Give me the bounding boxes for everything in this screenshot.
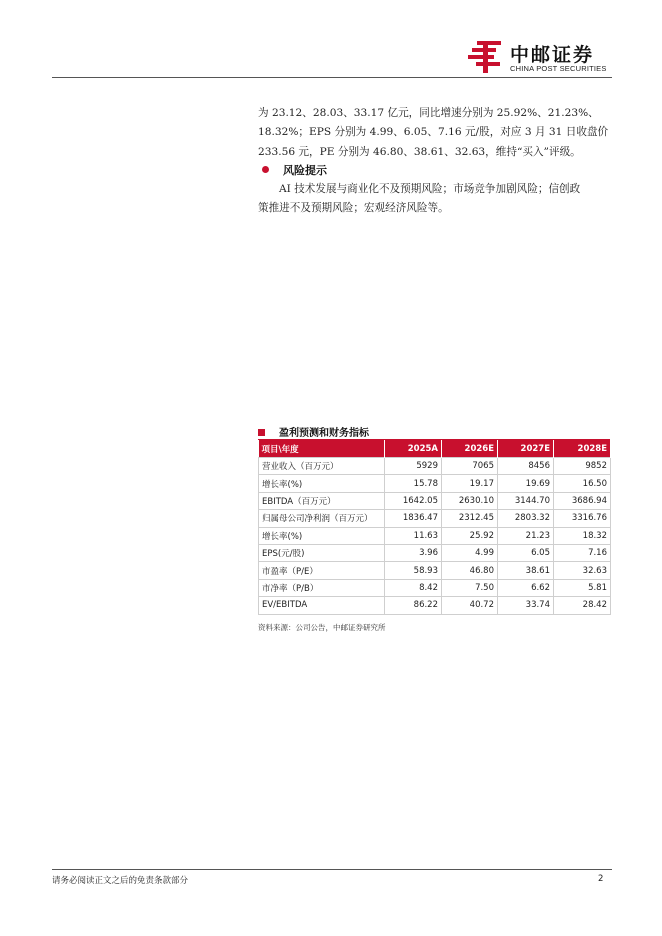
row-label-cell: 市盈率（P/E） — [259, 562, 385, 579]
summary-line: 233.56 元，PE 分别为 46.80、38.61、32.63，维持“买入”评级。 — [258, 145, 581, 158]
summary-line: 18.32%；EPS 分别为 4.99、6.05、7.16 元/股，对应 3 月 31 日收盘价 — [258, 126, 609, 139]
header-cell: 2026E — [442, 440, 498, 458]
row-label-cell: 市净率（P/B） — [259, 579, 385, 596]
value-cell: 3686.94 — [554, 492, 611, 509]
header-cell: 2027E — [498, 440, 554, 458]
value-cell: 3.96 — [385, 544, 442, 561]
value-cell: 19.17 — [442, 475, 498, 492]
row-label-cell: EPS(元/股) — [259, 544, 385, 561]
table-row — [259, 544, 611, 561]
footer-divider — [52, 869, 612, 870]
table-row — [259, 562, 611, 579]
table-row — [259, 492, 611, 509]
row-label-cell: 归属母公司净利润（百万元） — [259, 510, 385, 527]
table-row — [259, 475, 611, 492]
value-cell: 38.61 — [498, 562, 554, 579]
table-row — [259, 579, 611, 596]
value-cell: 7.16 — [554, 544, 611, 561]
risk-paragraph — [258, 180, 610, 219]
financial-forecast-table — [258, 440, 611, 615]
logo-text-en: CHINA POST SECURITIES — [510, 64, 607, 73]
value-cell: 6.62 — [498, 579, 554, 596]
value-cell: 8.42 — [385, 579, 442, 596]
value-cell: 2803.32 — [498, 510, 554, 527]
value-cell: 1836.47 — [385, 510, 442, 527]
risk-line: 策推进不及预期风险；宏观经济风险等。 — [258, 202, 449, 215]
square-bullet-icon — [258, 429, 265, 436]
value-cell: 15.78 — [385, 475, 442, 492]
value-cell: 2630.10 — [442, 492, 498, 509]
table-header-row — [259, 440, 611, 458]
company-logo — [468, 37, 618, 75]
value-cell: 8456 — [498, 458, 554, 475]
header-cell: 项目\年度 — [259, 440, 385, 458]
risk-line: AI 技术发展与商业化不及预期风险；市场竞争加剧风险；信创政 — [279, 183, 581, 195]
value-cell: 6.05 — [498, 544, 554, 561]
value-cell: 7065 — [442, 458, 498, 475]
row-label-cell: 增长率(%) — [259, 527, 385, 544]
value-cell: 19.69 — [498, 475, 554, 492]
footer-disclaimer: 请务必阅读正文之后的免责条款部分 — [52, 876, 189, 886]
header-cell: 2028E — [554, 440, 611, 458]
value-cell: 1642.05 — [385, 492, 442, 509]
row-label-cell: 增长率(%) — [259, 475, 385, 492]
value-cell: 86.22 — [385, 597, 442, 614]
value-cell: 3144.70 — [498, 492, 554, 509]
table-source-note: 资料来源：公司公告，中邮证券研究所 — [258, 623, 386, 632]
value-cell: 7.50 — [442, 579, 498, 596]
table-title-text: 盈利预测和财务指标 — [279, 428, 369, 439]
summary-line: 为 23.12、28.03、33.17 亿元，同比增速分别为 25.92%、21.23%、 — [258, 107, 599, 119]
value-cell: 58.93 — [385, 562, 442, 579]
forecast-summary-paragraph — [258, 104, 610, 162]
page-number: 2 — [598, 874, 604, 884]
header-cell: 2025A — [385, 440, 442, 458]
value-cell: 3316.76 — [554, 510, 611, 527]
bullet-dot-icon — [262, 166, 269, 173]
logo-text-cn: 中邮证券 — [510, 44, 595, 66]
risk-heading — [262, 162, 327, 178]
table-row — [259, 527, 611, 544]
value-cell: 18.32 — [554, 527, 611, 544]
row-label-cell: 营业收入（百万元） — [259, 458, 385, 475]
value-cell: 33.74 — [498, 597, 554, 614]
value-cell: 28.42 — [554, 597, 611, 614]
value-cell: 4.99 — [442, 544, 498, 561]
header-divider — [52, 77, 612, 78]
value-cell: 46.80 — [442, 562, 498, 579]
table-row — [259, 510, 611, 527]
value-cell: 16.50 — [554, 475, 611, 492]
table-row — [259, 458, 611, 475]
value-cell: 5.81 — [554, 579, 611, 596]
row-label-cell: EBITDA（百万元） — [259, 492, 385, 509]
value-cell: 11.63 — [385, 527, 442, 544]
table-title — [258, 424, 369, 439]
value-cell: 40.72 — [442, 597, 498, 614]
table-row — [259, 597, 611, 614]
value-cell: 32.63 — [554, 562, 611, 579]
value-cell: 5929 — [385, 458, 442, 475]
china-post-logo-icon — [468, 39, 504, 73]
row-label-cell: EV/EBITDA — [259, 597, 385, 614]
value-cell: 2312.45 — [442, 510, 498, 527]
value-cell: 9852 — [554, 458, 611, 475]
value-cell: 25.92 — [442, 527, 498, 544]
value-cell: 21.23 — [498, 527, 554, 544]
risk-heading-text: 风险提示 — [283, 164, 327, 177]
